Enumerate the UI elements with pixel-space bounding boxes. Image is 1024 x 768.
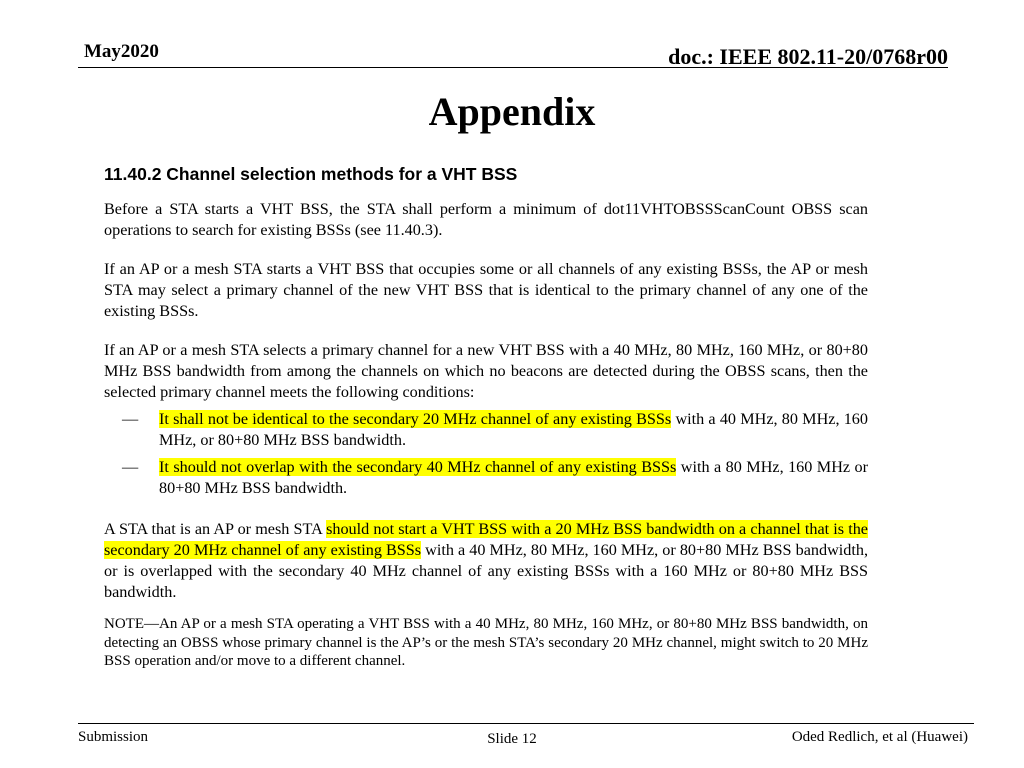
list-dash: —	[122, 458, 139, 476]
document-excerpt	[104, 164, 868, 671]
item-text: with a 80 MHz, 160 MHz or 80+80 MHz BSS bandwidth.	[159, 458, 869, 497]
footer-slide-number: Slide 12	[487, 731, 537, 747]
highlighted-text: It should not overlap with the secondary 40 MHz channel of any existing BSSs	[159, 458, 677, 476]
slide-title: Appendix	[428, 89, 596, 134]
condition-item	[104, 409, 868, 451]
section-heading: 11.40.2 Channel selection methods for a VHT BSS	[104, 164, 518, 184]
header-divider	[78, 67, 948, 68]
paragraph-1: Before a STA starts a VHT BSS, the STA shall perform a minimum of dot11VHTOBSSScanCount OBSS scan operations to search for existing BSSs (see 11.40.3).	[104, 200, 868, 239]
footer-divider	[78, 723, 974, 724]
paragraph-4-pre: A STA that is an AP or mesh STA	[104, 520, 327, 538]
header-date: May2020	[84, 41, 159, 62]
footer-submission: Submission	[78, 729, 149, 745]
condition-list	[104, 409, 868, 499]
note-paragraph: NOTE—An AP or a mesh STA operating a VHT BSS with a 40 MHz, 80 MHz, 160 MHz, or 80+80 MHz BSS bandwidth, on detecting an OBSS whose primary channel is the AP’s or the mesh STA’s secondary 20 MHz channel, might switch to 20 MHz BSS operation and/or move to a different channel.	[104, 616, 868, 670]
item-text: with a 40 MHz, 80 MHz, 160 MHz, or 80+80 MHz BSS bandwidth.	[159, 410, 868, 449]
highlighted-text: should not start a VHT BSS with a 20 MHz BSS bandwidth on a channel that is the secondary 20 MHz channel of any existing BSSs	[104, 520, 868, 559]
paragraph-4-post: with a 40 MHz, 80 MHz, 160 MHz, or 80+80 MHz BSS bandwidth, or is overlapped with the secondary 40 MHz channel of any existing BSSs with a 160 MHz or 80+80 MHz BSS bandwidth.	[104, 541, 869, 601]
paragraph-4	[104, 519, 868, 603]
header-doc-id: doc.: IEEE 802.11-20/0768r00	[668, 44, 948, 69]
highlighted-text: It shall not be identical to the secondary 20 MHz channel of any existing BSSs	[159, 410, 672, 428]
footer-authors: Oded Redlich, et al (Huawei)	[791, 729, 968, 745]
list-dash: —	[122, 410, 139, 428]
condition-item	[104, 457, 868, 499]
paragraph-3: If an AP or a mesh STA selects a primary channel for a new VHT BSS with a 40 MHz, 80 MHz, 160 MHz, or 80+80 MHz BSS bandwidth from among the channels on which no beacons are detected during the OBSS scans, then the selected primary channel meets the following conditions:	[104, 341, 868, 401]
paragraph-2: If an AP or a mesh STA starts a VHT BSS that occupies some or all channels of any existing BSSs, the AP or mesh STA may select a primary channel of the new VHT BSS that is identical to the primary channel of any one of the existing BSSs.	[104, 260, 868, 320]
